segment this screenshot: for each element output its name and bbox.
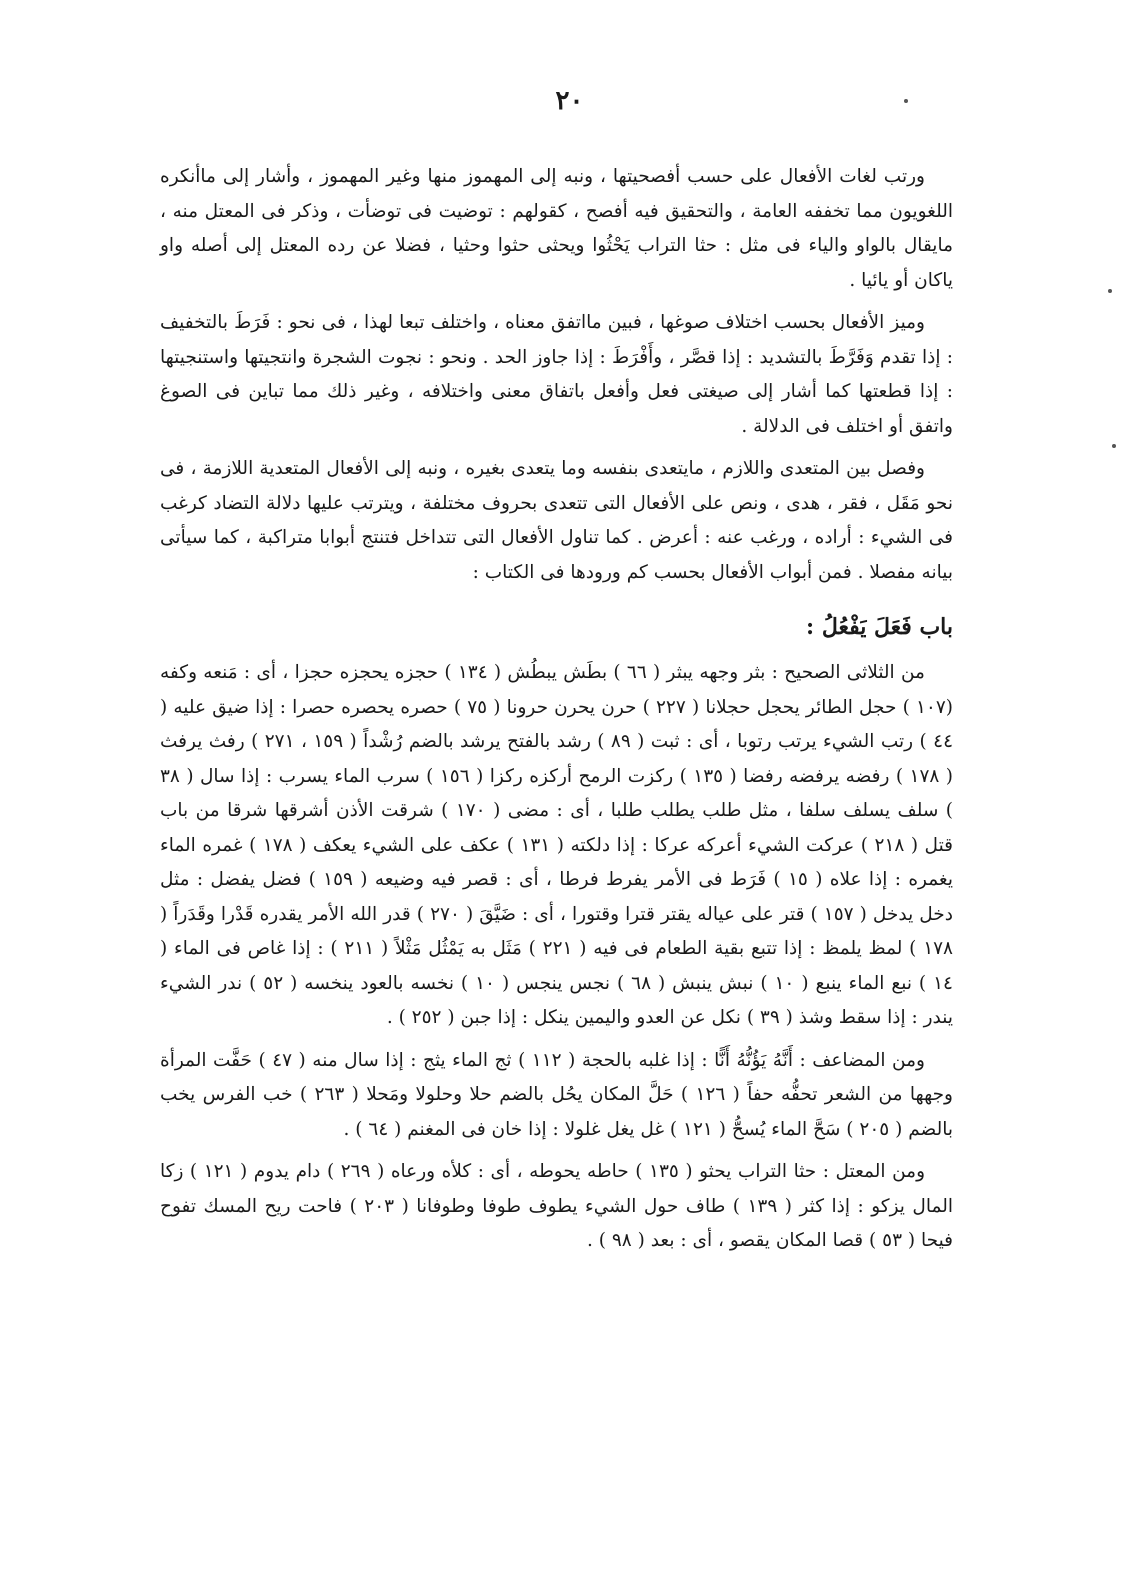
mudaaf-verbs-paragraph: ومن المضاعف : أَنَّهُ يَؤُنُّهُ أَنًّا : إذا غلبه بالحجة ( ١١٢ ) ثج الماء يثج : إذا سال منه ( ٤٧ ) حَفَّت المرأة وجهها من الشعر تحفُّه حفاً ( ١٢٦ ) حَلَّ المكان يحُل بالضم حلا وحلولا ومَحلا ( ٢٦٣ ) خب الفرس يخب بالضم ( ٢٠٥ ) سَحَّ الماء يُسحُّ ( ١٢١ ) غل يغل غلولا : إذا خان فى المغنم ( ٦٤ ) . [160,1049,953,1140]
scan-speck [1108,289,1112,293]
section-heading: باب فَعَلَ يَفْعُلُ : [806,614,953,640]
mutal-verbs-paragraph: ومن المعتل : حثا التراب يحثو ( ١٣٥ ) حاطه يحوطه ، أى : كلأه ورعاه ( ٢٦٩ ) دام يدوم ( ١٢١ ) زكا المال يزكو : إذا كثر ( ١٣٩ ) طاف حول الشيء يطوف طوفا وطوفانا ( ٢٠٣ ) فاحت ريح المسك تفوح فيحا ( ٥٣ ) قصا المكان يقصو ، أى : بعد ( ٩٨ ) . [160,1161,953,1251]
intro-paragraph-3: وفصل بين المتعدى واللازم ، مايتعدى بنفسه وما يتعدى بغيره ، ونبه إلى الأفعال المتعدية اللازمة ، فى نحو مَقَل ، فقر ، هدى ، ونص على الأفعال التى تتعدى بحروف مختلفة ، ويترتب عليها دلالة التضاد كرغب فى الشيء : أراده ، ورغب عنه : أعرض . كما تناول الأفعال التى تتداخل فتنتج أبوابا متراكبة ، كما سيأتى بيانه مفصلا . فمن أبواب الأفعال بحسب كم ورودها فى الكتاب : [160,458,953,583]
page-number: ٢٠ [555,86,584,116]
page-body [160,160,953,1259]
intro-paragraph-2: وميز الأفعال بحسب اختلاف صوغها ، فبين مااتفق معناه ، واختلف تبعا لهذا ، فى نحو : فَرَطَ بالتخفيف : إذا تقدم وَفَرَّطَ بالتشديد : إذا قصَّر ، وأَفْرَطَ : إذا جاوز الحد . ونحو : نجوت الشجرة وانتجيتها واستنجيتها : إذا قطعتها كما أشار إلى صيغتى فعل وأفعل باتفاق معنى واختلافه ، وغير ذلك مما تباين فى الصوغ واتفق أو اختلف فى الدلالة . [160,312,953,437]
sahih-verbs-paragraph: من الثلاثى الصحيح : بثر وجهه يبثر ( ٦٦ ) بطَش يبطُش ( ١٣٤ ) حجزه يحجزه حجزا ، أى : مَنعه وكفه (١٠٧ ) حجل الطائر يحجل حجلانا ( ٢٢٧ ) حرن يحرن حرونا ( ٧٥ ) حصره يحصره حصرا : إذا ضيق عليه ( ٤٤ ) رتب الشيء يرتب رتوبا ، أى : ثبت ( ٨٩ ) رشد بالفتح يرشد بالضم رُشْداً ( ١٥٩ ، ٢٧١ ) رفث يرفث ( ١٧٨ ) رفضه يرفضه رفضا ( ١٣٥ ) ركزت الرمح أركزه ركزا ( ١٥٦ ) سرب الماء يسرب : إذا سال ( ٣٨ ) سلف يسلف سلفا ، مثل طلب يطلب طلبا ، أى : مضى ( ١٧٠ ) شرقت الأذن أشرقها شرقا من باب قتل ( ٢١٨ ) عركت الشيء أعركه عركا : إذا دلكته ( ١٣١ ) عكف على الشيء يعكف ( ١٧٨ ) غمره الماء يغمره : إذا علاه ( ١٥ ) فَرَط فى الأمر يفرط فرطا ، أى : قصر فيه وضيعه ( ١٥٩ ) فضل يفضل : مثل دخل يدخل ( ١٥٧ ) قتر على عياله يقتر قترا وقتورا ، أى : ضَيَّقَ ( ٢٧٠ ) قدر الله الأمر يقدره قَدْرا وقَدَراً ( ١٧٨ ) لمظ يلمظ : إذا تتبع بقية الطعام فى فيه ( ٢٢١ ) مَثَل به يَمْثُل مَثْلاً ( ٢١١ ) : إذا غاص فى الماء ( ١٤ ) نبع الماء ينبع ( ١٠ ) نبش ينبش ( ٦٨ ) نجس ينجس ( ١٠ ) نخسه بالعود ينخسه ( ٥٢ ) ندر الشيء يندر : إذا سقط وشذ ( ٣٩ ) نكل عن العدو واليمين ينكل : إذا جبن ( ٢٥٢ ) . [160,662,954,1028]
scan-speck [1112,444,1116,448]
intro-paragraph-1: ورتب لغات الأفعال على حسب أفصحيتها ، ونبه إلى المهموز منها وغير المهموز ، وأشار إلى ماأنكره اللغويون مما تخففه العامة ، والتحقيق فيه أفصح ، كقولهم : توضيت فى توضأت ، وذكر فى المعتل منه ، مايقال بالواو والياء فى مثل : حثا التراب يَحْثُوا ويحثى حثوا وحثيا ، فضلا عن رده المعتل إلى أصله واو ياكان أو يائيا . [160,166,953,291]
scan-speck [904,99,908,103]
